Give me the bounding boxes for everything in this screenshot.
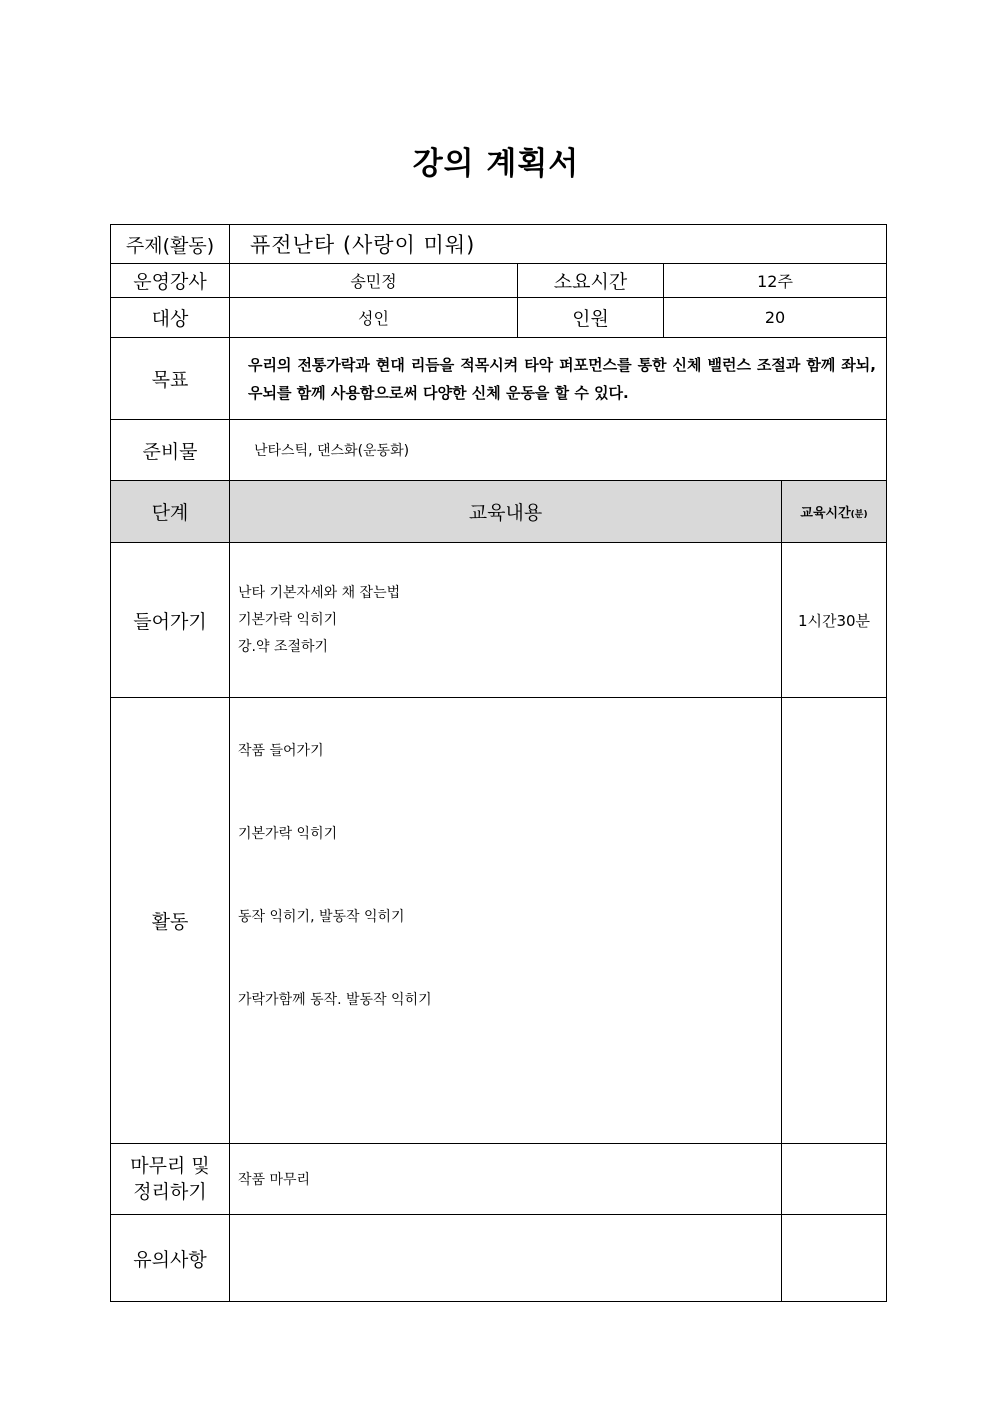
materials-label: 준비물	[111, 420, 230, 481]
stage-label: 들어가기	[111, 543, 230, 698]
stage-row	[111, 698, 887, 1144]
instructor-row	[111, 264, 887, 298]
count-value: 20	[664, 298, 887, 338]
header-stage: 단계	[111, 481, 230, 543]
header-time	[782, 481, 887, 543]
instructor-value: 송민정	[230, 264, 518, 298]
target-label: 대상	[111, 298, 230, 338]
content-line: 작품 들어가기	[238, 743, 324, 759]
topic-row	[111, 225, 887, 264]
content-line: 기본가락 익히기	[238, 611, 338, 628]
stage-label-line: 정리하기	[133, 1181, 207, 1203]
materials-value: 난타스틱, 댄스화(운동화)	[230, 420, 887, 481]
header-time-unit: (분)	[850, 510, 868, 520]
stage-time	[782, 698, 887, 1144]
content-line: 기본가락 익히기	[238, 826, 338, 842]
content-line: 강.약 조절하기	[238, 638, 329, 655]
target-row	[111, 298, 887, 338]
content-line: 동작 익히기, 발동작 익히기	[238, 909, 405, 925]
duration-label: 소요시간	[518, 264, 664, 298]
stage-label	[111, 1144, 230, 1215]
stage-row	[111, 1144, 887, 1215]
content-line: 가락가함께 동작. 발동작 익히기	[238, 992, 432, 1008]
goal-label: 목표	[111, 338, 230, 420]
content-line: 난타 기본자세와 채 잡는법	[238, 584, 401, 601]
stage-time	[782, 1144, 887, 1215]
stage-content	[230, 698, 782, 1144]
header-row	[111, 481, 887, 543]
header-content: 교육내용	[230, 481, 782, 543]
stage-content	[230, 543, 782, 698]
stage-content	[230, 1215, 782, 1302]
stage-time	[782, 1215, 887, 1302]
stage-content	[230, 1144, 782, 1215]
lecture-plan-table	[110, 224, 887, 1302]
header-time-label: 교육시간	[800, 506, 851, 521]
target-value: 성인	[230, 298, 518, 338]
goal-value: 우리의 전통가락과 현대 리듬을 적목시켜 타악 퍼포먼스를 통한 신체 밸런스 조절과 함께 좌뇌,우뇌를 함께 사용함으로써 다양한 신체 운동을 할 수 있다.	[230, 338, 887, 420]
count-label: 인원	[518, 298, 664, 338]
stage-label-line: 마무리 및	[130, 1155, 210, 1177]
instructor-label: 운영강사	[111, 264, 230, 298]
page-title: 강의 계획서	[412, 146, 580, 182]
duration-value: 12주	[664, 264, 887, 298]
topic-label: 주제(활동)	[111, 225, 230, 264]
goal-row	[111, 338, 887, 420]
topic-value: 퓨전난타 (사랑이 미워)	[230, 225, 887, 264]
stage-label: 활동	[111, 698, 230, 1144]
stage-row	[111, 1215, 887, 1302]
stage-row	[111, 543, 887, 698]
materials-row	[111, 420, 887, 481]
stage-time: 1시간30분	[782, 543, 887, 698]
content-line: 작품 마무리	[238, 1172, 311, 1188]
stage-label: 유의사항	[111, 1215, 230, 1302]
